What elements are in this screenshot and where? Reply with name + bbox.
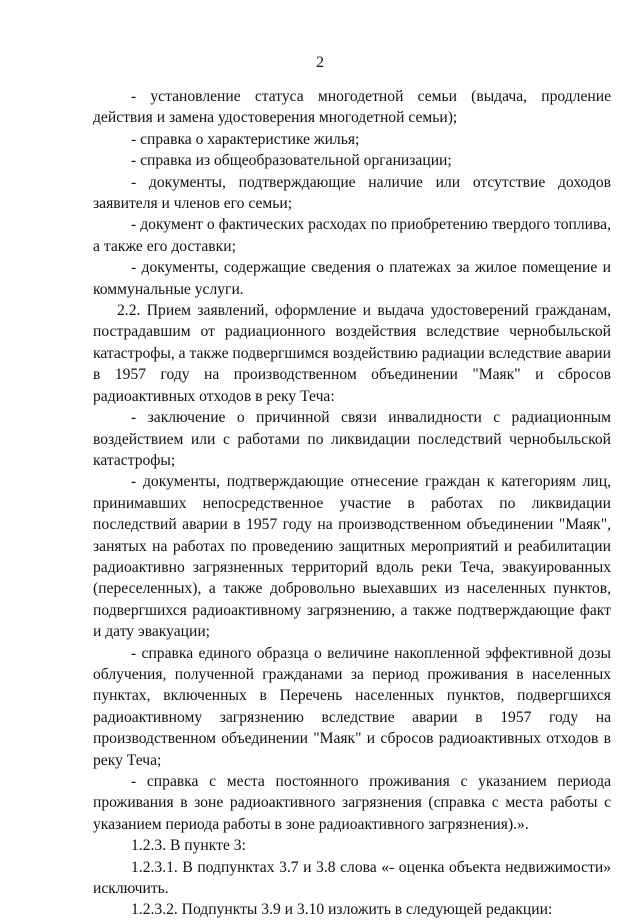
list-item-utility-payments: - документы, содержащие сведения о платежах за жилое помещение и коммунальные услуги.	[93, 259, 611, 298]
page-number: 2	[316, 54, 324, 71]
list-item-large-family-status: - установление статуса многодетной семьи (выдача, продление действия и замена удостоверения многодетной семьи);	[93, 88, 611, 127]
list-item-category-documents: - документы, подтверждающие отнесение граждан к категориям лиц, принимавших непосредственное участие в работах по ликвидации последствий аварии в 1957 году на производственном объединении "Маяк", занятых на работах по проведению защитных мероприятий и реабилитации радиоактивно загрязненных территорий вдоль реки Теча, эвакуированных (переселенных), а также добровольно выехавших из населенных пунктов, подвергшихся радиоактивному загрязнению, а также подтверждающие факт и дату эвакуации;	[93, 473, 611, 641]
list-item-residence-certificate: - справка с места постоянного проживания с указанием периода проживания в зоне радиоактивного загрязнения (справка с места работы с указанием периода работы в зоне радиоактивного загрязнения).».	[93, 773, 611, 833]
document-body	[93, 86, 611, 921]
section-2-2-paragraph: 2.2. Прием заявлений, оформление и выдача удостоверений гражданам, пострадавшим от радиационного воздействия вследствие чернобыльской катастрофы, а также подвергшимся воздействию радиации вследствие аварии в 1957 году на производственном объединении "Маяк" и сбросов радиоактивных отходов в реку Теча:	[93, 302, 611, 405]
clause-1-2-3-1: 1.2.3.1. В подпунктах 3.7 и 3.8 слова «- оценка объекта недвижимости» исключить.	[93, 858, 611, 898]
list-item-income-documents: - документы, подтверждающие наличие или отсутствие доходов заявителя и членов его семьи;	[93, 173, 611, 213]
clause-1-2-3: 1.2.3. В пункте 3:	[131, 837, 246, 855]
clause-1-2-3-2: 1.2.3.2. Подпункты 3.9 и 3.10 изложить в следующей редакции:	[131, 901, 553, 919]
list-item-housing-certificate: - справка о характеристике жилья;	[131, 130, 360, 148]
list-item-dose-certificate: - справка единого образца о величине накопленной эффективной дозы облучения, полученной гражданами за период проживания в населенных пунктах, включенных в Перечень населенных пунктов, подвергшихся радиоактивному загрязнению вследствие аварии в 1957 году на производственном объединении "Маяк" и сбросов радиоактивных отходов в реку Теча;	[93, 644, 611, 769]
list-item-fuel-expenses: - документ о фактических расходах по приобретению твердого топлива, а также его доставки;	[93, 216, 611, 255]
list-item-school-certificate: - справка из общеобразовательной организации;	[131, 152, 452, 170]
list-item-disability-conclusion: - заключение о причинной связи инвалидности с радиационным воздействием или с работами по ликвидации последствий чернобыльской катастрофы;	[93, 409, 611, 469]
